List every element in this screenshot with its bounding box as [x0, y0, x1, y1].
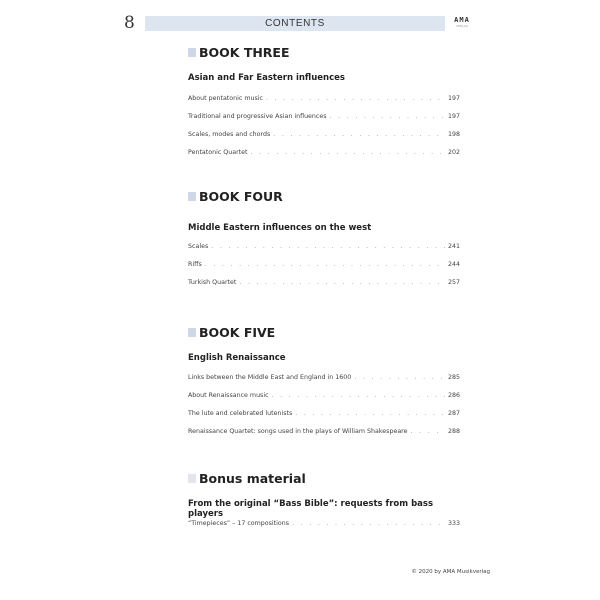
entry-page: 198 [447, 131, 460, 138]
section-book-three [188, 43, 460, 162]
section-book-four [188, 187, 460, 292]
toc-entry[interactable] [188, 90, 460, 108]
section-book-five [188, 323, 460, 441]
entry-page: 197 [447, 95, 460, 102]
toc-entry[interactable] [188, 108, 460, 126]
square-marker-icon [188, 192, 196, 201]
entry-page: 288 [447, 428, 460, 435]
book-heading [188, 323, 460, 341]
toc-entry[interactable] [188, 256, 460, 274]
entry-label: Riffs [188, 261, 202, 268]
book-heading [188, 469, 460, 487]
entry-page: 244 [447, 261, 460, 268]
entry-page: 285 [447, 374, 460, 381]
toc-entry[interactable] [188, 515, 460, 533]
entry-page: 333 [447, 520, 460, 527]
logo-text: AMA [454, 16, 470, 24]
contents-title: CONTENTS [265, 18, 325, 29]
toc-entry[interactable] [188, 238, 460, 256]
square-marker-icon [188, 328, 196, 337]
dot-leader [266, 90, 445, 108]
toc-entry[interactable] [188, 405, 460, 423]
dot-leader [292, 515, 445, 533]
entry-page: 202 [447, 149, 460, 156]
chapter-heading: Asian and Far Eastern influences [188, 73, 345, 83]
toc-entry[interactable] [188, 423, 460, 441]
dot-leader [211, 238, 445, 256]
entry-label: Links between the Middle East and England in 1600 [188, 374, 352, 381]
chapter-heading: From the original “Bass Bible”: requests from bass players [188, 499, 434, 519]
dot-leader [354, 369, 445, 387]
toc-entry[interactable] [188, 126, 460, 144]
dot-leader [295, 405, 445, 423]
chapter-heading: English Renaissance [188, 353, 286, 363]
book-title: BOOK FOUR [199, 188, 283, 204]
copyright-notice: © 2020 by AMA Musikverlag [411, 569, 490, 575]
book-title: BOOK THREE [199, 44, 290, 60]
entry-label: Renaissance Quartet: songs used in the plays of William Shakespeare [188, 428, 408, 435]
entry-label: “Timepieces” – 17 compositions [188, 520, 290, 527]
dot-leader [330, 108, 445, 126]
page-number: 8 [124, 13, 135, 33]
dot-leader [239, 274, 445, 292]
book-heading [188, 187, 460, 205]
entry-label: Traditional and progressive Asian influences [188, 113, 327, 120]
entry-page: 257 [447, 279, 460, 286]
square-marker-icon [188, 474, 196, 483]
toc-entry[interactable] [188, 387, 460, 405]
entry-label: Pentatonic Quartet [188, 149, 248, 156]
entry-label: The lute and celebrated lutenists [188, 410, 293, 417]
dot-leader [251, 144, 445, 162]
dot-leader [205, 256, 445, 274]
book-title: BOOK FIVE [199, 324, 276, 340]
entry-page: 286 [447, 392, 460, 399]
square-marker-icon [188, 48, 196, 57]
dot-leader [273, 126, 445, 144]
entry-page: 241 [447, 243, 460, 250]
toc-entry[interactable] [188, 274, 460, 292]
entry-label: Turkish Quartet [188, 279, 237, 286]
section-bonus-material [188, 469, 460, 533]
book-title: Bonus material [199, 470, 306, 486]
entry-label: Scales, modes and chords [188, 131, 271, 138]
contents-header-bar [145, 16, 445, 31]
book-heading [188, 43, 460, 61]
dot-leader [272, 387, 445, 405]
toc-entry[interactable] [188, 144, 460, 162]
entry-page: 287 [447, 410, 460, 417]
entry-label: Scales [188, 243, 209, 250]
toc-entry[interactable] [188, 369, 460, 387]
publisher-logo [451, 16, 473, 30]
logo-subtext: VERLAG [455, 24, 469, 28]
entry-label: About Renaissance music [188, 392, 269, 399]
entry-page: 197 [447, 113, 460, 120]
dot-leader [411, 423, 445, 441]
chapter-heading: Middle Eastern influences on the west [188, 223, 372, 233]
entry-label: About pentatonic music [188, 95, 263, 102]
